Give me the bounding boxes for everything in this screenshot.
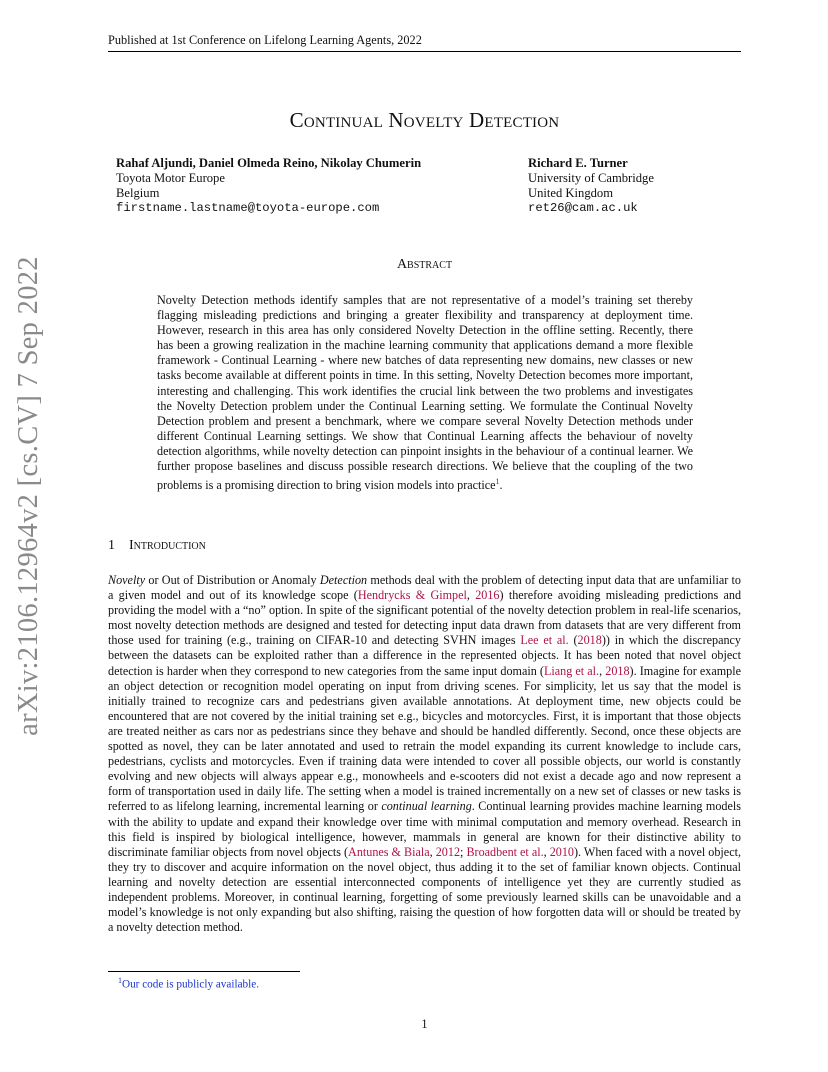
body-text: , — [466, 588, 476, 603]
abstract-paragraph: Novelty Detection methods identify samples that are not representative of a model’s training set thereby flagging misleading predictions and bringing a greater flexibility and transparency at deployment time. However, research in this area has only considered Novelty Detection in the offline setting. Recently, there has been a growing realization in the machine learning community that applications demand a more flexible framework - Continual Learning - where new batches of data representing new domains, new classes or new tasks become available at different points in time. In this setting, Novelty Detection becomes more important, interesting and challenging. This work identifies the crucial link between the two problems and investigates the Novelty Detection problem under the Continual Learning setting. We formulate the Continual Novelty Detection problem and present a benchmark, where we compare several Novelty Detection methods under different Continual Learning settings. We show that Continual Learning affects the behaviour of novelty detection algorithms, while novelty detection can pinpoint insights in the behaviour of a continual learner. We further propose baselines and discuss possible research directions. We believe that the coupling of the two problems is a promising direction to bring vision models into practice — [157, 293, 693, 493]
section-number: 1 — [108, 538, 115, 553]
emphasis-text: Novelty — [108, 573, 146, 587]
citation-link[interactable]: 2012 — [435, 844, 461, 859]
body-text: ). Imagine for example an object detection or recognition model operating on input from driving scenes. For simplicity, let us say that the model is initially trained to recognize cars and pedestrians given available annotations. At deployment time, new objects could be encountered that are not covered by the initial training set e.g., bicycles and motorcycles. First, it is important that those objects are treated neither as cars nor as pedestrians since they behave and should be handled differently. Second, once these objects are spotted as novel, they can be later annotated and used to retrain the model expanding its current knowledge to include cars, pedestrians, cyclists and motorcycles. Even if training data were intended to cover all possible objects, our world is constantly evolving and new objects will always appear e.g., monowheels and e-scooters did not exist a decade ago and now represent a form of transportation used in daily life. The setting when a model is trained incrementally on a new set of classes or new tasks is referred to as lifelong learning, incremental learning or — [108, 663, 742, 814]
author-email[interactable]: ret26@cam.ac.uk — [528, 201, 638, 215]
abstract-text — [157, 293, 693, 493]
citation-link[interactable]: 2018 — [605, 663, 630, 678]
body-text: ( — [568, 633, 578, 648]
citation-link[interactable]: 2016 — [475, 588, 500, 603]
paper-title: Continual Novelty Detection — [289, 108, 560, 132]
abstract-heading: Abstract — [396, 257, 453, 272]
footnote-divider — [108, 971, 300, 972]
footnote-link[interactable]: Our code is publicly available. — [122, 978, 260, 991]
body-text: , — [599, 663, 606, 678]
author-country: United Kingdom — [528, 186, 614, 200]
arxiv-stamp — [7, 256, 51, 736]
author-email[interactable]: firstname.lastname@toyota-europe.com — [116, 201, 380, 215]
citation-link[interactable]: Hendrycks & Gimpel — [357, 588, 467, 603]
author-country: Belgium — [116, 186, 160, 200]
footnote-marker[interactable]: 1 — [495, 477, 500, 487]
citation-link[interactable]: Liang et al. — [543, 663, 600, 678]
author-affiliation: Toyota Motor Europe — [116, 171, 225, 185]
emphasis-text: continual learning — [381, 799, 472, 814]
body-text: ; — [460, 844, 467, 859]
citation-link[interactable]: 2010 — [549, 844, 574, 859]
body-text: . Continual learning provides machine learning models with the ability to update and expand their knowledge over time with minimal computation and memory overhead. Research in this field is inspired by biological intelligence, however, mammals in general are known for their distinctive ability to discriminate familiar objects from novel objects ( — [108, 799, 741, 859]
abstract-end: . — [499, 478, 503, 493]
body-text: or Out of Distribution or Anomaly — [145, 573, 320, 587]
section-title: Introduction — [129, 538, 206, 553]
page-number: 1 — [421, 1017, 428, 1031]
body-text: , — [429, 844, 436, 859]
footnote — [118, 976, 259, 991]
running-header: Published at 1st Conference on Lifelong Learning Agents, 2022 — [108, 33, 741, 52]
author-names: Richard E. Turner — [528, 156, 628, 170]
body-text: ) therefore avoiding misleading predictions and providing the model with a “no” option. In spite of the significant potential of the novelty detection problem in real-life scenarios, most novelty detection methods are designed and tested for detecting input data drawn from datasets that are very different from those used for training (e.g., training on CIFAR-10 and detecting SVHN images — [108, 588, 742, 648]
author-names: Rahaf Aljundi, Daniel Olmeda Reino, Nikolay Chumerin — [116, 156, 422, 170]
body-text: methods deal with the problem of detecting input data that are unfamiliar to a given model and out of its knowledge scope ( — [108, 573, 741, 603]
arxiv-id-text: arXiv:2106.12964v2 [cs.CV] 7 Sep 2022 — [13, 256, 44, 736]
body-text: ). When faced with a novel object, they try to discover and acquire information on the novel object, thus adding it to the set of familiar known objects. Continual learning and novelty detection are essential interconnected components of intelligence yet they are currently studied as independent problems. Moreover, in continual learning, forgetting of some previously learned skills can be unavoidable and a model’s knowledge is not only expanding but also shifting, raising the question of how forgotten data will or should be treated by a novelty detection method. — [108, 844, 741, 935]
citation-link[interactable]: Broadbent et al. — [466, 844, 544, 859]
citation-link[interactable]: Antunes & Biala — [348, 844, 430, 859]
author-block-left — [116, 156, 496, 216]
introduction-paragraph — [108, 573, 741, 935]
citation-link[interactable]: 2018 — [577, 633, 602, 648]
author-block-right — [528, 156, 738, 216]
body-text: )) in which the discrepancy between the datasets can be exploited rather than a difference in the represented objects. It has been noted that novel object detection is harder when they correspond to new categories from the same input domain ( — [108, 633, 741, 678]
citation-link[interactable]: Lee et al. — [520, 633, 569, 648]
footnote-number: 1 — [118, 976, 122, 985]
author-affiliation: University of Cambridge — [528, 171, 654, 185]
body-text: , — [543, 844, 550, 859]
section-heading — [108, 538, 206, 554]
emphasis-text: Detection — [319, 573, 368, 587]
